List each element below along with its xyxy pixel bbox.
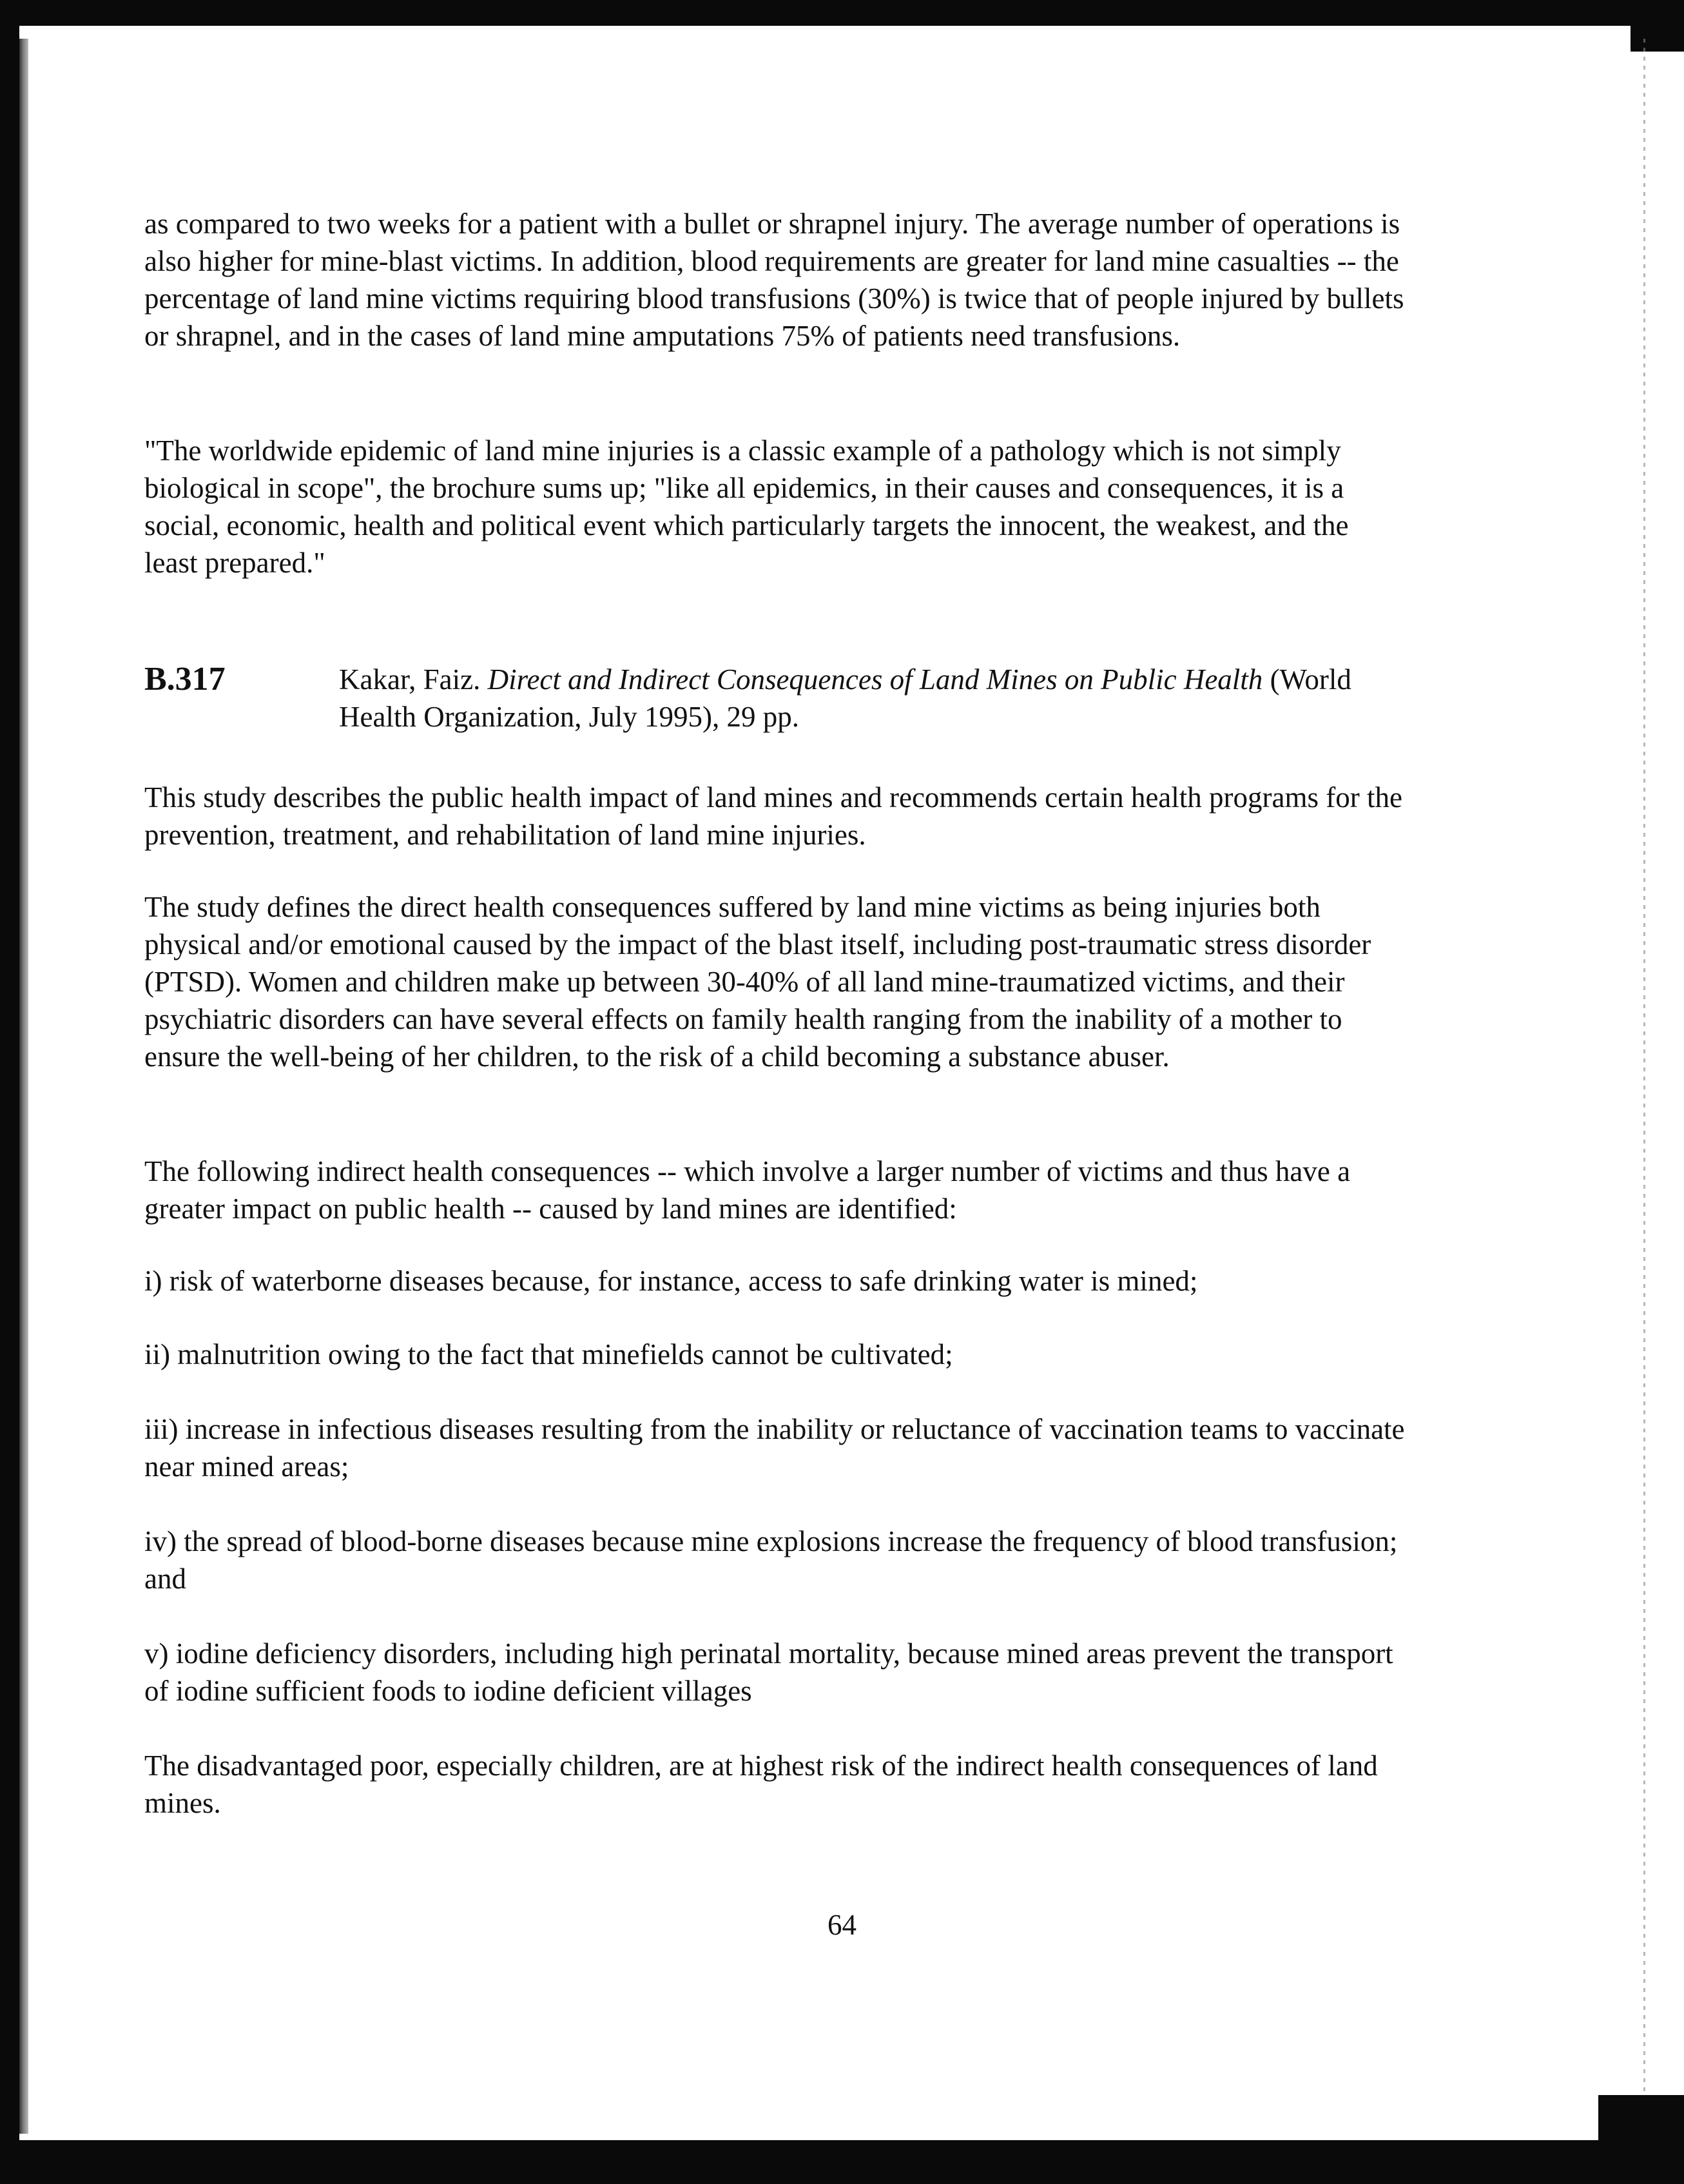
scan-border-left-shadow xyxy=(19,39,28,2134)
paragraph-text: The following indirect health consequences -- which involve a larger number of victims and thus have a greater impact on public health -- caused by land mines are identified: xyxy=(144,1155,1351,1225)
paragraph-continuation xyxy=(144,205,1408,355)
paragraph-text: "The worldwide epidemic of land mine injuries is a classic example of a pathology which is not simply biological in scope", the brochure sums up; "like all epidemics, in their causes and consequences, it is a social, economic, health and political event which particularly targets the innocent, the weakest, and the least prepared." xyxy=(144,434,1349,579)
paragraph-text: The study defines the direct health consequences suffered by land mine victims as being injuries both physical and/or emotional caused by the impact of the blast itself, including post-traumatic stress disorder (PTSD). Women and children make up between 30-40% of all land mine-traumatized victims, and their psychiatric disorders can have several effects on family health ranging from the inability of a mother to ensure the well-being of her children, to the risk of a child becoming a substance abuser. xyxy=(144,891,1371,1073)
scan-border-top xyxy=(0,0,1684,26)
paragraph-conclusion xyxy=(144,1747,1408,1822)
list-item-text: v) iodine deficiency disorders, including high perinatal mortality, because mined areas prevent the transport of iodine sufficient foods to iodine deficient villages xyxy=(144,1637,1393,1707)
paragraph-direct-consequences xyxy=(144,888,1408,1075)
paragraph-quote xyxy=(144,432,1408,581)
page-number: 64 xyxy=(827,1909,857,1941)
list-item xyxy=(144,1635,1408,1710)
entry-id: B.317 xyxy=(144,661,226,697)
list-item xyxy=(144,1336,1408,1373)
paragraph-indirect-intro xyxy=(144,1153,1408,1227)
scan-border-bottom-right xyxy=(1598,2095,1684,2147)
list-item xyxy=(144,1410,1408,1485)
list-item-text: iii) increase in infectious diseases resulting from the inability or reluctance of vaccination teams to vaccinate near mined areas; xyxy=(144,1413,1405,1483)
entry-author: Kakar, Faiz. xyxy=(339,663,481,696)
paragraph-summary xyxy=(144,779,1408,853)
entry-publication: (World Health Organization, July 1995), 29 pp. xyxy=(339,663,1351,733)
scan-border-bottom xyxy=(0,2140,1684,2184)
list-item-text: i) risk of waterborne diseases because, for instance, access to safe drinking water is mined; xyxy=(144,1265,1198,1297)
scan-border-right xyxy=(1643,39,1645,2101)
entry-title: Direct and Indirect Consequences of Land Mines on Public Health xyxy=(487,663,1263,696)
paragraph-text: This study describes the public health impact of land mines and recommends certain health programs for the prevention, treatment, and rehabilitation of land mine injuries. xyxy=(144,781,1402,851)
list-item xyxy=(144,1262,1420,1300)
scan-border-left xyxy=(0,0,19,2184)
list-item-text: iv) the spread of blood-borne diseases because mine explosions increase the frequency of blood transfusion; and xyxy=(144,1525,1398,1595)
paragraph-text: as compared to two weeks for a patient with a bullet or shrapnel injury. The average number of operations is also higher for mine-blast victims. In addition, blood requirements are greater for land mine casualties -- the percentage of land mine victims requiring blood transfusions (30%) is twice that of people injured by bullets or shrapnel, and in the cases of land mine amputations 75% of patients need transfusions. xyxy=(144,208,1404,352)
entry-citation xyxy=(339,661,1396,736)
list-item xyxy=(144,1523,1408,1597)
paragraph-text: The disadvantaged poor, especially children, are at highest risk of the indirect health consequences of land mines. xyxy=(144,1750,1378,1819)
scan-border-corner xyxy=(1631,26,1684,52)
list-item-text: ii) malnutrition owing to the fact that minefields cannot be cultivated; xyxy=(144,1338,953,1370)
